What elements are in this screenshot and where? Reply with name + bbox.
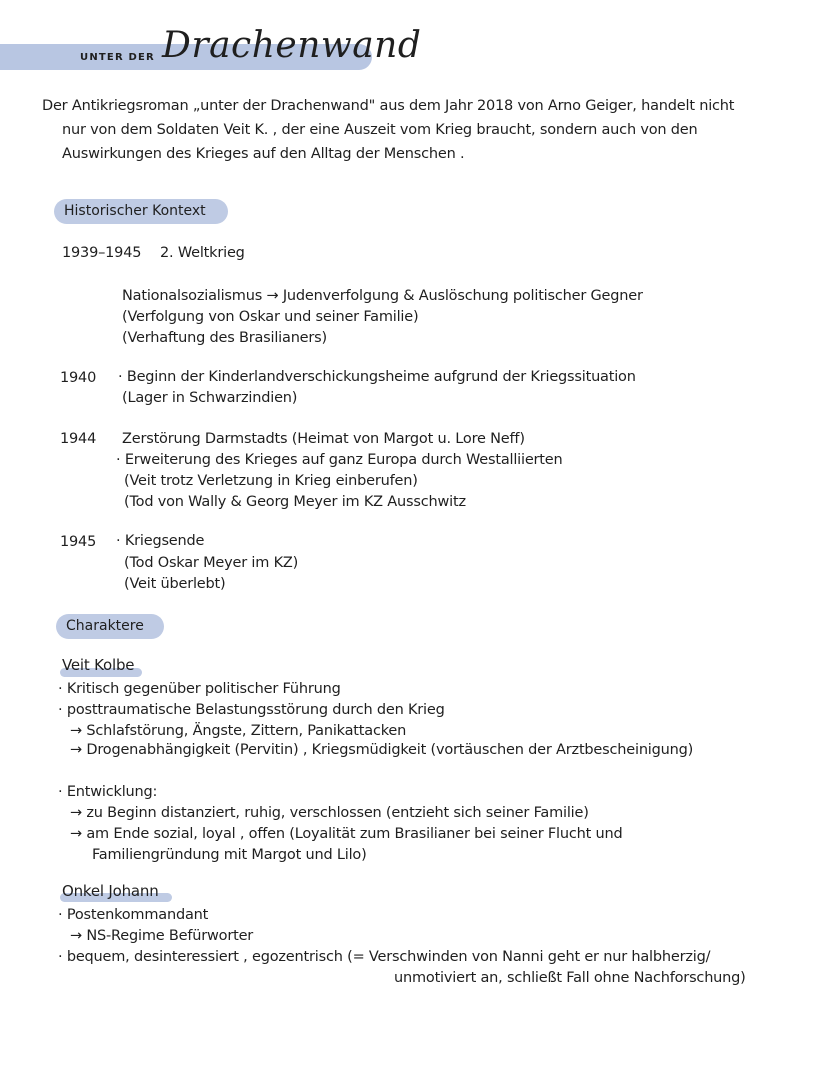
veit-line-7: → am Ende sozial, loyal , offen (Loyalität zum Brasilianer bei seiner Flucht und <box>70 826 623 842</box>
year-1945: 1945 <box>60 534 97 550</box>
context-1940-a: · Beginn der Kinderlandverschickungsheime aufgrund der Kriegssituation <box>118 369 636 385</box>
year-1944: 1944 <box>60 431 97 447</box>
veit-line-1: · Kritisch gegenüber politischer Führung <box>58 681 341 697</box>
section-heading-context: Historischer Kontext <box>54 199 228 224</box>
character-name-johann: Onkel Johann <box>62 882 159 900</box>
title-prefix: UNTER DER <box>80 52 155 63</box>
johann-line-1: · Postenkommandant <box>58 907 209 923</box>
page-title: Drachenwand <box>162 25 422 66</box>
johann-line-4: unmotiviert an, schließt Fall ohne Nachforschung) <box>394 970 746 986</box>
context-ns-3: (Verhaftung des Brasilianers) <box>122 330 327 346</box>
context-ww2: 2. Weltkrieg <box>160 245 245 261</box>
context-1944-a: Zerstörung Darmstadts (Heimat von Margot u. Lore Neff) <box>122 431 525 447</box>
context-1944-c: (Veit trotz Verletzung in Krieg einberufen) <box>124 473 418 489</box>
context-1945-a: · Kriegsende <box>116 533 205 549</box>
johann-line-2: → NS-Regime Befürworter <box>70 928 254 944</box>
context-1945-c: (Veit überlebt) <box>124 576 226 592</box>
veit-line-3: → Schlafstörung, Ängste, Zittern, Panikattacken <box>70 723 407 739</box>
veit-line-5: · Entwicklung: <box>58 784 158 800</box>
intro-line-1: Der Antikriegsroman „unter der Drachenwand" aus dem Jahr 2018 von Arno Geiger, handelt nicht <box>42 98 735 114</box>
context-1945-b: (Tod Oskar Meyer im KZ) <box>124 555 299 571</box>
context-1940-b: (Lager in Schwarzindien) <box>122 390 298 406</box>
veit-line-2: · posttraumatische Belastungsstörung durch den Krieg <box>58 702 445 718</box>
character-name-veit: Veit Kolbe <box>62 656 135 674</box>
intro-line-2: nur von dem Soldaten Veit K. , der eine Auszeit vom Krieg braucht, sondern auch von den <box>62 122 698 138</box>
year-ww2: 1939–1945 <box>62 245 142 261</box>
intro-line-3: Auswirkungen des Krieges auf den Alltag der Menschen . <box>62 146 465 162</box>
johann-line-3: · bequem, desinteressiert , egozentrisch (= Verschwinden von Nanni geht er nur halbherzig/ <box>58 949 711 965</box>
section-heading-characters: Charaktere <box>56 614 164 639</box>
veit-line-8: Familiengründung mit Margot und Lilo) <box>92 847 367 863</box>
context-ns-2: (Verfolgung von Oskar und seiner Familie) <box>122 309 419 325</box>
veit-line-4: → Drogenabhängigkeit (Pervitin) , Kriegsmüdigkeit (vortäuschen der Arztbescheinigung) <box>70 742 694 758</box>
context-ns-1: Nationalsozialismus → Judenverfolgung & Auslöschung politischer Gegner <box>122 288 643 304</box>
year-1940: 1940 <box>60 370 97 386</box>
context-1944-b: · Erweiterung des Krieges auf ganz Europa durch Westalliierten <box>116 452 563 468</box>
veit-line-6: → zu Beginn distanziert, ruhig, verschlossen (entzieht sich seiner Familie) <box>70 805 589 821</box>
context-1944-d: (Tod von Wally & Georg Meyer im KZ Ausschwitz <box>124 494 466 510</box>
